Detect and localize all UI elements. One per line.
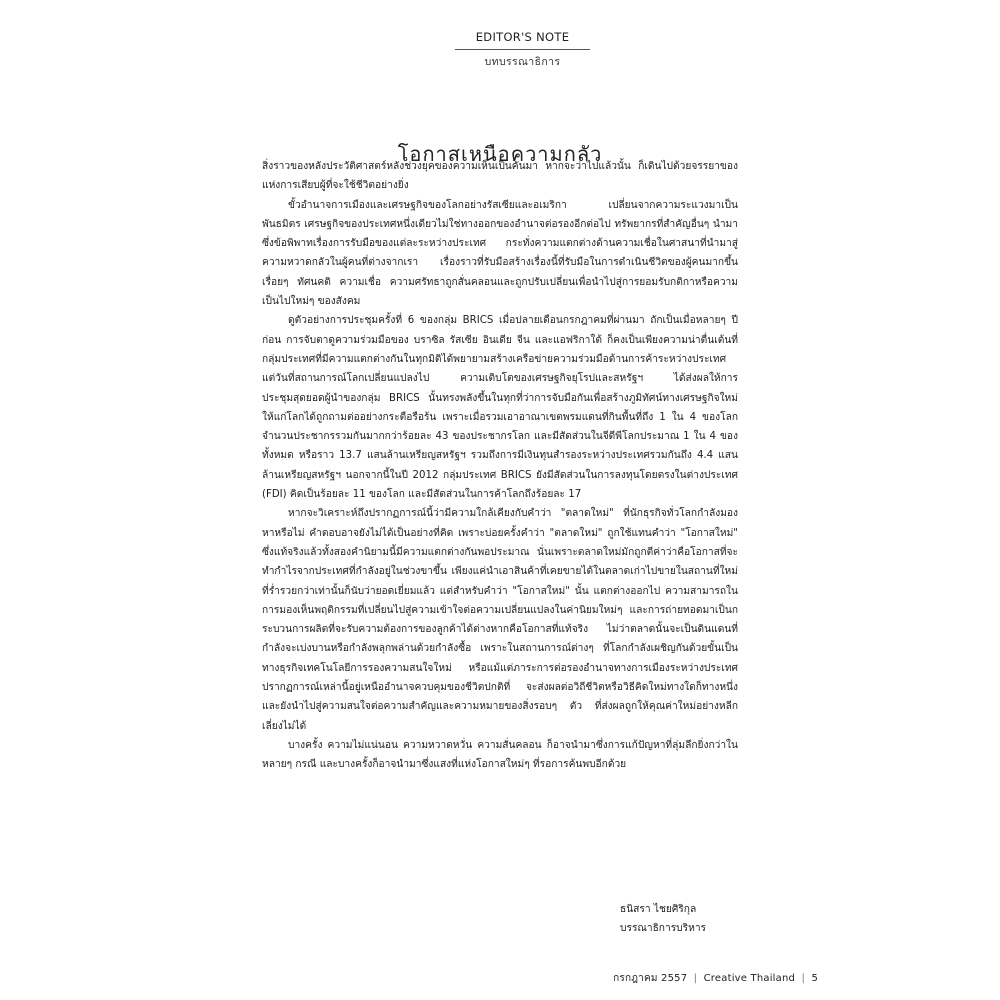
section-subtitle: บทบรรณาธิการ [484, 56, 561, 68]
signature-role: บรรณาธิการบริหาร [620, 923, 707, 934]
signature-name: ธนิสรา ไชยศิริกุล [620, 904, 697, 915]
paragraph: ขั้วอำนาจการเมืองและเศรษฐกิจของโลกอย่างรัสเซียและอเมริกา เปลี่ยนจากความระแวงมาเป็นพันธมิตร เศรษฐกิจของประเทศหนึ่งเดียวไม่ใช่ทางออกของอำนาจต่อรองอีกต่อไป ทรัพยากรที่สำคัญอื่นๆ นำมาซึ่งข้อพิพาทเรื่องการรับมือของแต่ละระหว่างประเทศ กระทั่งความแตกต่างด้านความเชื่อในศาสนาที่นำมาสู่ความหวาดกลัวในผู้คนที่ต่างจากเรา เรื่องราวที่รับมือสร้างเรื่องนี้ที่รับมือในการดำเนินชีวิตของผู้คนมากขึ้นเรื่อยๆ ทัศนคติ ความเชื่อ ความศรัทธาถูกสั่นคลอนและถูกปรับเปลี่ยนเพื่อนำไปสู่การยอมรับกติกาหรือความเป็นไปใหม่ๆ ของสังคม [262, 199, 738, 308]
paragraph: หากจะวิเคราะห์ถึงปรากฏการณ์นี้ว่ามีความใกล้เคียงกับคำว่า "ตลาดใหม่" ที่นักธุรกิจทั่วโลกกำลังมองหาหรือไม่ คำตอบอาจยังไม่ได้เป็นอย่างที่คิด เพราะบ่อยครั้งคำว่า "ตลาดใหม่" ถูกใช้แทนคำว่า "โอกาสใหม่" ซึ่งแท้จริงแล้วทั้งสองคำนิยามนี้มีความแตกต่างกันพอประมาณ นั่นเพราะตลาดใหม่มักถูกตีค่าว่าคือโอกาสที่จะทำกำไรจากประเทศที่กำลังอยู่ในช่วงขาขึ้น เพียงแค่นำเอาสินค้าที่เคยขายได้ในตลาดเก่าไปขายในสถานที่ใหม่ที่ร่ำรวยกว่าเท่านั้นก็นับว่ายอดเยี่ยมแล้ว แต่สำหรับคำว่า "โอกาสใหม่" นั้น แตกต่างออกไป ความสามารถในการมองเห็นพฤติกรรมที่เปลี่ยนไปสู่ความเข้าใจต่อความเปลี่ยนแปลงในค่านิยมใหม่ๆ และการถ่ายทอดมาเป็นกระบวนการผลิตที่จะรับความต้องการของลูกค้าได้ต่างหากคือโอกาสที่แท้จริง ไม่ว่าตลาดนั้นจะเป็นดินแดนที่กำลังจะเบ่งบานหรือกำลังพลุกพล่านด้วยกำลังซื้อ เพราะในสถานการณ์ต่างๆ ที่โลกกำลังเผชิญกันด้วยขั้นเป็นทางธุรกิจเทคโนโลยีการรองความสนใจใหม่ หรือแม้แต่ภาระการต่อรองอำนาจทางการเมืองระหว่างประเทศ ปรากฏการณ์เหล่านี้อยู่เหนืออำนาจควบคุมของชีวิตปกติที่ จะส่งผลต่อวิถีชีวิตหรือวิธีคิดใหม่ทางใดก็ทางหนึ่ง และยังนำไปสู่ความสนใจต่อความสำคัญและความหมายของสิ่งรอบๆ ตัว ที่ส่งผลถูกให้คุณค่าใหม่อย่างหลีกเลี่ยงไม่ได้ [262, 508, 738, 732]
paragraph: บางครั้ง ความไม่แน่นอน ความหวาดหวั่น ความสั่นคลอน ก็อาจนำมาซึ่งการแก้ปัญหาที่ลุ่มลึกยิ่งกว่าในหลายๆ กรณี และบางครั้งก็อาจนำมาซึ่งแสงที่แห่งโอกาสใหม่ๆ ที่รอการค้นพบอีกด้วย [262, 739, 738, 771]
page-footer [613, 971, 818, 986]
section-kicker: EDITOR'S NOTE [455, 30, 590, 50]
footer-publication: Creative Thailand [703, 973, 796, 984]
footer-separator: | [801, 973, 806, 984]
article-body [262, 157, 738, 775]
article-title: โอกาสเหนือความกลัว [397, 142, 603, 167]
section-header [455, 30, 590, 70]
paragraph-intro: สิ่งราวของหลังประวัติศาสตร์หลังช่วงยุคของความเห็นเป็นคันมา หากจะว่าไปแล้วนั้น ก็เดินไปด้วยจรรยาของแห่งการเสียบผู้ที่จะใช้ชีวิตอย่างยิ่ง [262, 161, 738, 192]
paragraph: ดูตัวอย่างการประชุมครั้งที่ 6 ของกลุ่ม BRICS เมื่อปลายเดือนกรกฎาคมที่ผ่านมา ถักเป็นเมื่อหลายๆ ปีก่อน การจับตาดูความร่วมมือของ บราซิล รัสเซีย อินเดีย จีน และแอฟริกาใต้ ก็คงเป็นเพียงความน่าตื่นเต้นที่กลุ่มประเทศที่มีความแตกต่างกันในทุกมิติได้พยายามสร้างเครือข่ายความร่วมมือด้านการค้าระหว่างประเทศ แต่วันที่สถานการณ์โลกเปลี่ยนแปลงไป ความเติบโตของเศรษฐกิจยุโรปและสหรัฐฯ ได้ส่งผลให้การประชุมสุดยอดผู้นำของกลุ่ม BRICS นั้นทรงพลังขึ้นในทุกที่ว่าการจับมือกันเพื่อสร้างภูมิทัศน์ทางเศรษฐกิจใหม่ให้แก่โลกได้ถูกถามต่ออย่างกระตือรือร้น เพราะเมื่อรวมเอาอาณาเขตพรมแดนที่กินพื้นที่ถึง 1 ใน 4 ของโลก จำนวนประชากรรวมกันมากกว่าร้อยละ 43 ของประชากรโลก และมีสัดส่วนในจีดีพีโลกประมาณ 1 ใน 4 ของทั้งหมด หรือราว 13.7 แสนล้านเหรียญสหรัฐฯ รวมถึงการมีเงินทุนสำรองระหว่างประเทศรวมกันถึง 4.4 แสนล้านเหรียญสหรัฐฯ นอกจากนี้ในปี 2012 กลุ่มประเทศ BRICS ยังมีสัดส่วนในการลงทุนโดยตรงในต่างประเทศ (FDI) คิดเป็นร้อยละ 11 ของโลก และมีสัดส่วนในการค้าโลกถึงร้อยละ 17 [262, 315, 738, 501]
footer-separator: | [693, 973, 698, 984]
footer-issue: กรกฎาคม 2557 [613, 973, 688, 984]
signature-block [560, 900, 740, 938]
page-number: 5 [811, 973, 818, 984]
